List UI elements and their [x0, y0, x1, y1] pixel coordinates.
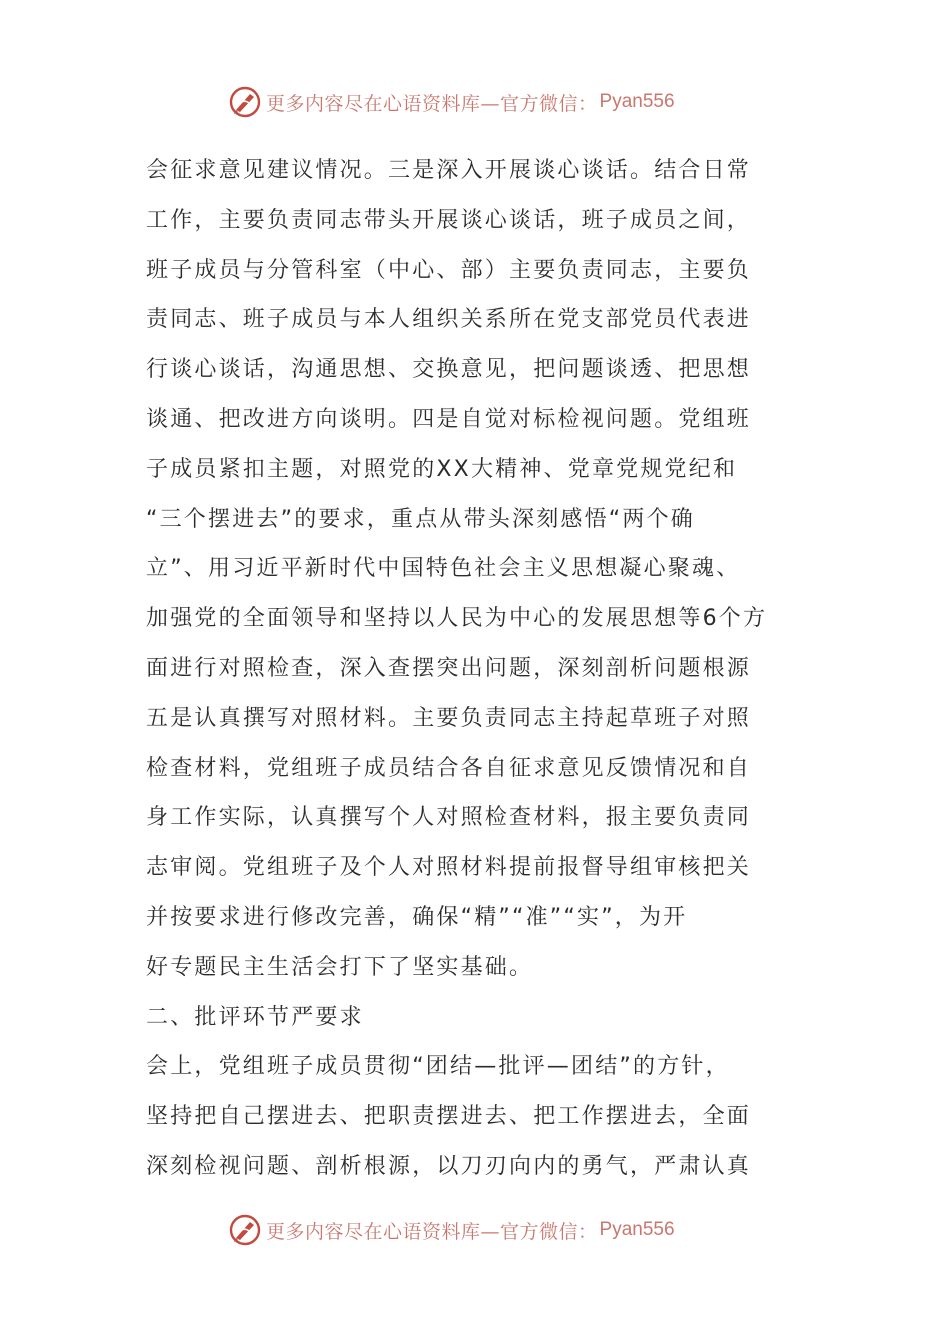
- body-line: 工作，主要负责同志带头开展谈心谈话，班子成员之间，: [146, 207, 752, 233]
- body-line: 身工作实际，认真撰写个人对照检查材料，报主要负责同: [146, 805, 752, 831]
- body-line: 坚持把自己摆进去、把职责摆进去、把工作摆进去，全面: [146, 1104, 752, 1130]
- body-line: 志审阅。党组班子及个人对照材料提前报督导组审核把关: [146, 855, 752, 881]
- watermark-text: 更多内容尽在心语资料库—官方微信：: [266, 1220, 598, 1243]
- body-line: 并按要求进行修改完善，确保“精”“准”“实”，为开: [146, 904, 688, 930]
- watermark-wechat-id: Pyan556: [599, 1219, 675, 1240]
- body-line: 班子成员与分管科室（中心、部）主要负责同志，主要负: [146, 257, 752, 283]
- section-heading: 二、批评环节严要求: [146, 1004, 364, 1030]
- body-line: 深刻检视问题、剖析根源，以刀刃向内的勇气，严肃认真: [146, 1153, 752, 1179]
- body-line: 会征求意见建议情况。三是深入开展谈心谈话。结合日常: [146, 158, 752, 183]
- pen-logo-icon: [228, 1213, 262, 1247]
- pen-logo-icon: [228, 85, 262, 119]
- watermark-wechat-id: Pyan556: [599, 91, 675, 112]
- body-line: 加强党的全面领导和坚持以人民为中心的发展思想等6个方: [146, 606, 768, 632]
- body-line: 五是认真撰写对照材料。主要负责同志主持起草班子对照: [146, 705, 752, 731]
- body-line: 谈通、把改进方向谈明。四是自觉对标检视问题。党组班: [146, 406, 752, 432]
- body-line: “三个摆进去”的要求，重点从带头深刻感悟“两个确: [146, 506, 695, 532]
- body-line: 好专题民主生活会打下了坚实基础。: [146, 954, 534, 980]
- watermark-text: 更多内容尽在心语资料库—官方微信：: [266, 92, 598, 115]
- body-line: 检查材料，党组班子成员结合各自征求意见反馈情况和自: [146, 755, 752, 781]
- document-body: [146, 146, 806, 1192]
- body-line: 责同志、班子成员与本人组织关系所在党支部党员代表进: [146, 307, 752, 333]
- body-line: 行谈心谈话，沟通思想、交换意见，把问题谈透、把思想: [146, 357, 752, 383]
- header-watermark: [228, 84, 675, 120]
- body-line: 会上，党组班子成员贯彻“团结—批评—团结”的方针，: [146, 1054, 730, 1080]
- body-line: 子成员紧扣主题，对照党的XX大精神、党章党规党纪和: [146, 456, 738, 482]
- body-line: 立”、用习近平新时代中国特色社会主义思想凝心聚魂、: [146, 556, 741, 582]
- body-line: 面进行对照检查，深入查摆突出问题，深刻剖析问题根源: [146, 655, 752, 681]
- footer-watermark: [228, 1212, 675, 1248]
